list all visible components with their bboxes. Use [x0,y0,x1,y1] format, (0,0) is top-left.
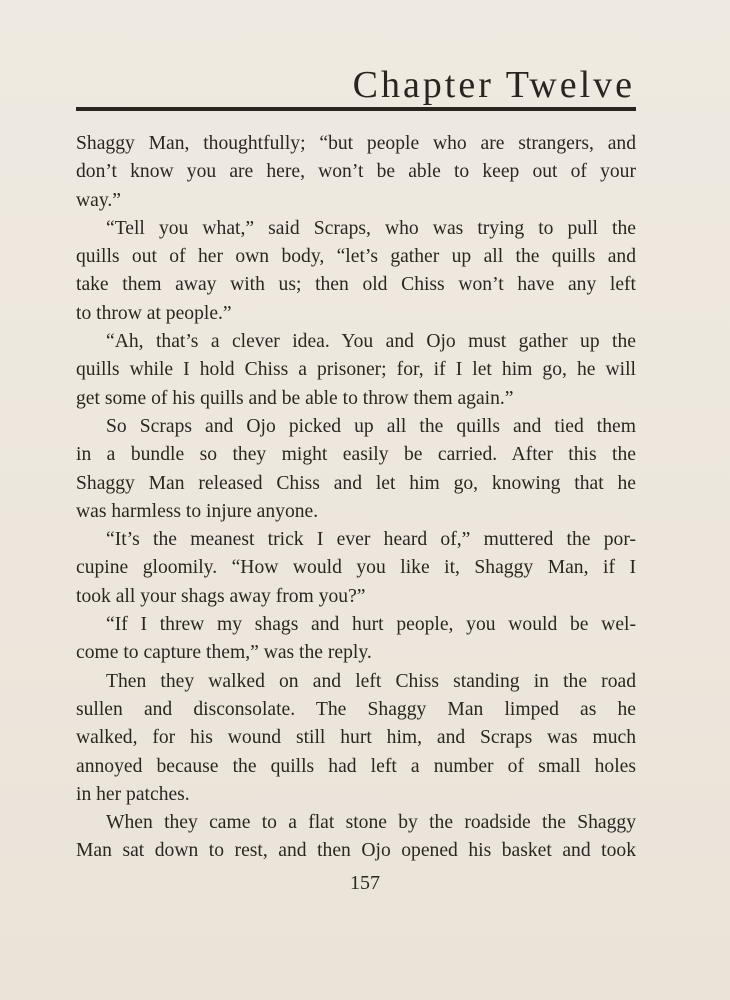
text-line: Then they walked on and left Chiss standing in the road [106,670,636,692]
chapter-heading: Chapter Twelve [352,64,635,106]
heading-rule [76,107,636,111]
text-line: When they came to a flat stone by the roadside the Shaggy [106,812,636,834]
text-line: in her patches. [76,783,190,805]
text-line: took all your shags away from you?” [76,585,366,607]
page-number: 157 [350,872,380,894]
text-line: quills out of her own body, “let’s gather up all the quills and [76,246,636,268]
text-line: “It’s the meanest trick I ever heard of,” muttered the por- [106,529,636,551]
text-line: take them away with us; then old Chiss won’t have any left [76,274,636,296]
text-line: don’t know you are here, won’t be able to keep out of your [76,161,636,183]
text-line: come to capture them,” was the reply. [76,642,372,664]
text-line: cupine gloomily. “How would you like it, Shaggy Man, if I [76,557,636,579]
text-line: “Tell you what,” said Scraps, who was trying to pull the [106,217,636,239]
text-line: Shaggy Man released Chiss and let him go, knowing that he [76,472,636,494]
body-text [76,130,636,866]
text-line: So Scraps and Ojo picked up all the quills and tied them [106,415,636,437]
text-line: in a bundle so they might easily be carried. After this the [76,444,636,466]
text-line: annoyed because the quills had left a number of small holes [76,755,636,777]
text-line: Man sat down to rest, and then Ojo opened his basket and took [76,840,636,862]
text-line: Shaggy Man, thoughtfully; “but people who are strangers, and [76,133,636,154]
text-line: was harmless to injure anyone. [76,500,319,522]
text-line: way.” [76,189,121,211]
text-line: quills while I hold Chiss a prisoner; for, if I let him go, he will [76,359,636,381]
text-line: get some of his quills and be able to throw them again.” [76,387,514,409]
text-line: “Ah, that’s a clever idea. You and Ojo must gather up the [106,331,636,353]
text-line: walked, for his wound still hurt him, and Scraps was much [76,727,636,749]
text-line: to throw at people.” [76,302,232,324]
text-line: “If I threw my shags and hurt people, you would be wel- [106,614,636,636]
text-line: sullen and disconsolate. The Shaggy Man limped as he [76,698,636,720]
